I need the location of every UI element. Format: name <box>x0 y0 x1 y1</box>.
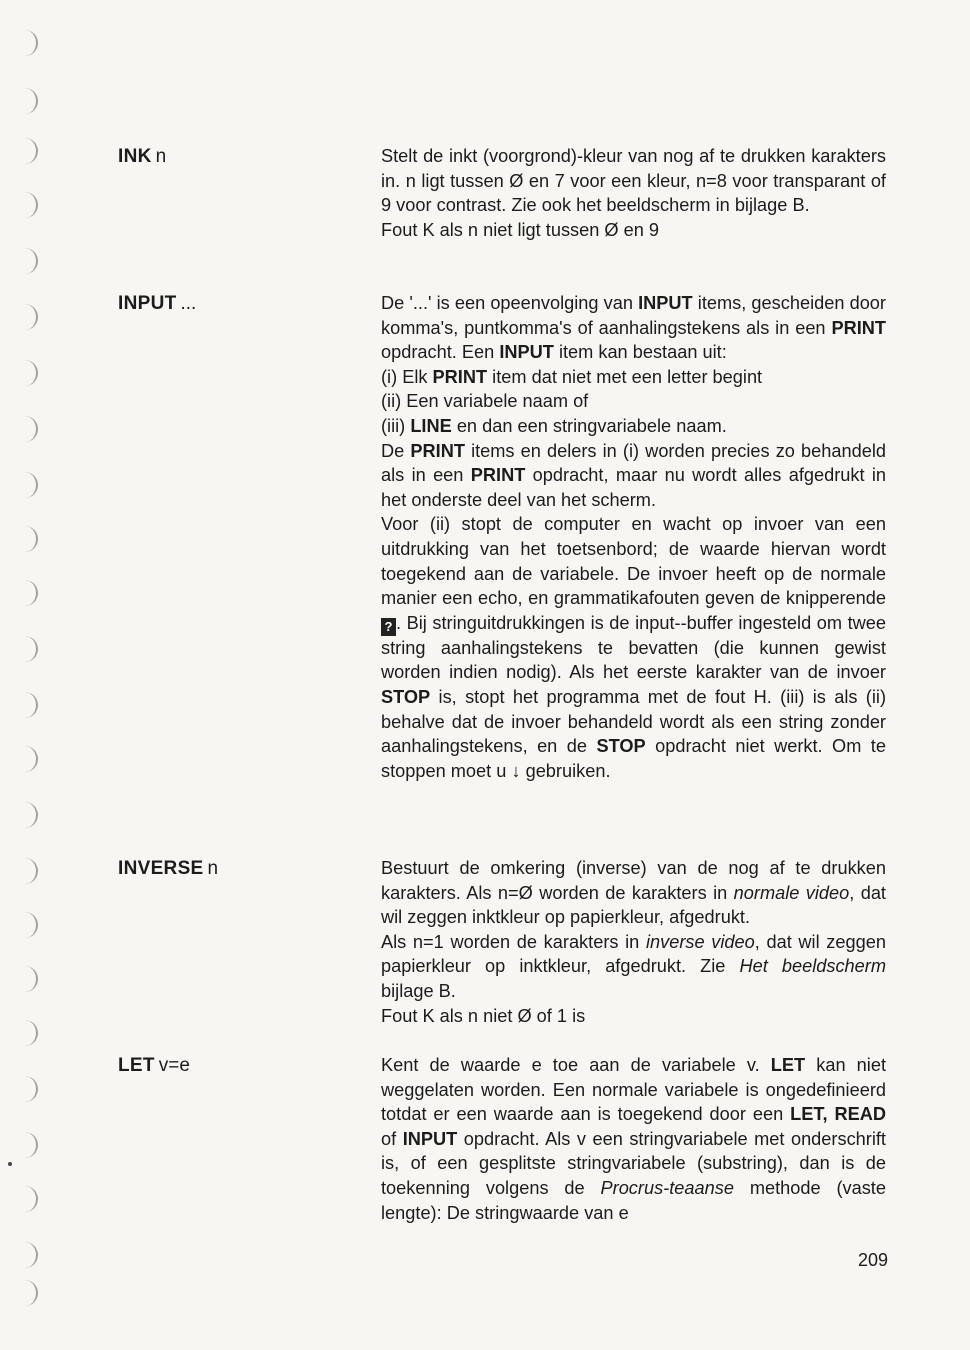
margin-dot <box>8 1162 12 1166</box>
command-description <box>381 291 886 783</box>
page-number: 209 <box>858 1250 889 1270</box>
command-name <box>118 144 166 169</box>
list-item: (iii) LINE en dan een stringvariabele naam. <box>381 415 727 436</box>
description-paragraph: De '...' is een opeenvolging van INPUT items, gescheiden door komma's, puntkomma's of aanhalingstekens als in een PRINT opdracht. Een INPUT item kan bestaan uit: <box>381 293 886 363</box>
command-keyword: LET <box>118 1055 155 1076</box>
command-argument: ... <box>180 293 197 314</box>
command-name <box>118 291 196 316</box>
description-paragraph: De PRINT items en delers in (i) worden precies zo behandeld als in een PRINT opdracht, maar nu wordt alles afgedrukt in het onderste deel van het scherm. <box>381 440 887 510</box>
ring-binding <box>22 20 52 1330</box>
description-paragraph: Als n=1 worden de karakters in inverse video, dat wil zeggen papierkleur op inktkleur, afgedrukt. Zie Het beeldscherm bijlage B. <box>381 931 886 1001</box>
error-note: Fout K als n niet ligt tussen Ø en 9 <box>381 219 660 240</box>
list-item: (i) Elk PRINT item dat niet met een letter begint <box>381 366 763 387</box>
description-paragraph: Bestuurt de omkering (inverse) van de nog af te drukken karakters. Als n=Ø worden de karakters in normale video, dat wil zeggen inktkleur op papierkleur, afgedrukt. <box>381 858 886 928</box>
command-keyword: INK <box>118 146 152 167</box>
command-name <box>118 856 218 881</box>
command-argument: n <box>155 146 167 167</box>
command-name <box>118 1053 190 1078</box>
command-keyword: INPUT <box>118 293 177 314</box>
description-paragraph: Kent de waarde e toe aan de variabele v. LET kan niet weggelaten worden. Een normale variabele is ongedefinieerd totdat er een waarde aan is toegekend door een LET, READ of INPUT opdracht. Als v een stringvariabele met onderschrift is, of een gesplitste stringvariabele (substring), dan is de toekenning volgens de Procrus-teaanse methode (vaste lengte): De stringwaarde van e <box>381 1055 886 1223</box>
command-argument: v=e <box>158 1055 190 1076</box>
description-paragraph: Voor (ii) stopt de computer en wacht op invoer van een uitdrukking van het toetsenbord; de waarde hiervan wordt toegekend aan de variabele. De invoer heeft op de normale manier een echo, en grammatikafouten geven de knipperende ? . Bij stringuitdrukkingen is de input--buffer ingesteld om twee string aanhalingstekens te bevatten (die kunnen gewist worden indien nodig). Als het eerste karakter van de invoer STOP is, stopt het programma met de fout H. (iii) is als (ii) behalve dat de invoer behandeld wordt als een string zonder aanhalingstekens, en de STOP opdracht niet werkt. Om te stoppen moet u ↓ gebruiken. <box>381 514 886 781</box>
list-item: (ii) Een variabele naam of <box>381 391 589 412</box>
command-description <box>381 144 886 242</box>
command-description <box>381 856 886 1028</box>
cursor-question-icon: ? <box>381 618 396 636</box>
error-note: Fout K als n niet Ø of 1 is <box>381 1005 586 1026</box>
command-argument: n <box>207 858 219 879</box>
description-paragraph: Stelt de inkt (voorgrond)-kleur van nog af te drukken karakters in. n ligt tussen Ø en 7 voor een kleur, n=8 voor transparant of 9 voor contrast. Zie ook het beeldscherm in bijlage B. <box>381 146 886 216</box>
command-description <box>381 1053 886 1225</box>
command-keyword: INVERSE <box>118 858 204 879</box>
